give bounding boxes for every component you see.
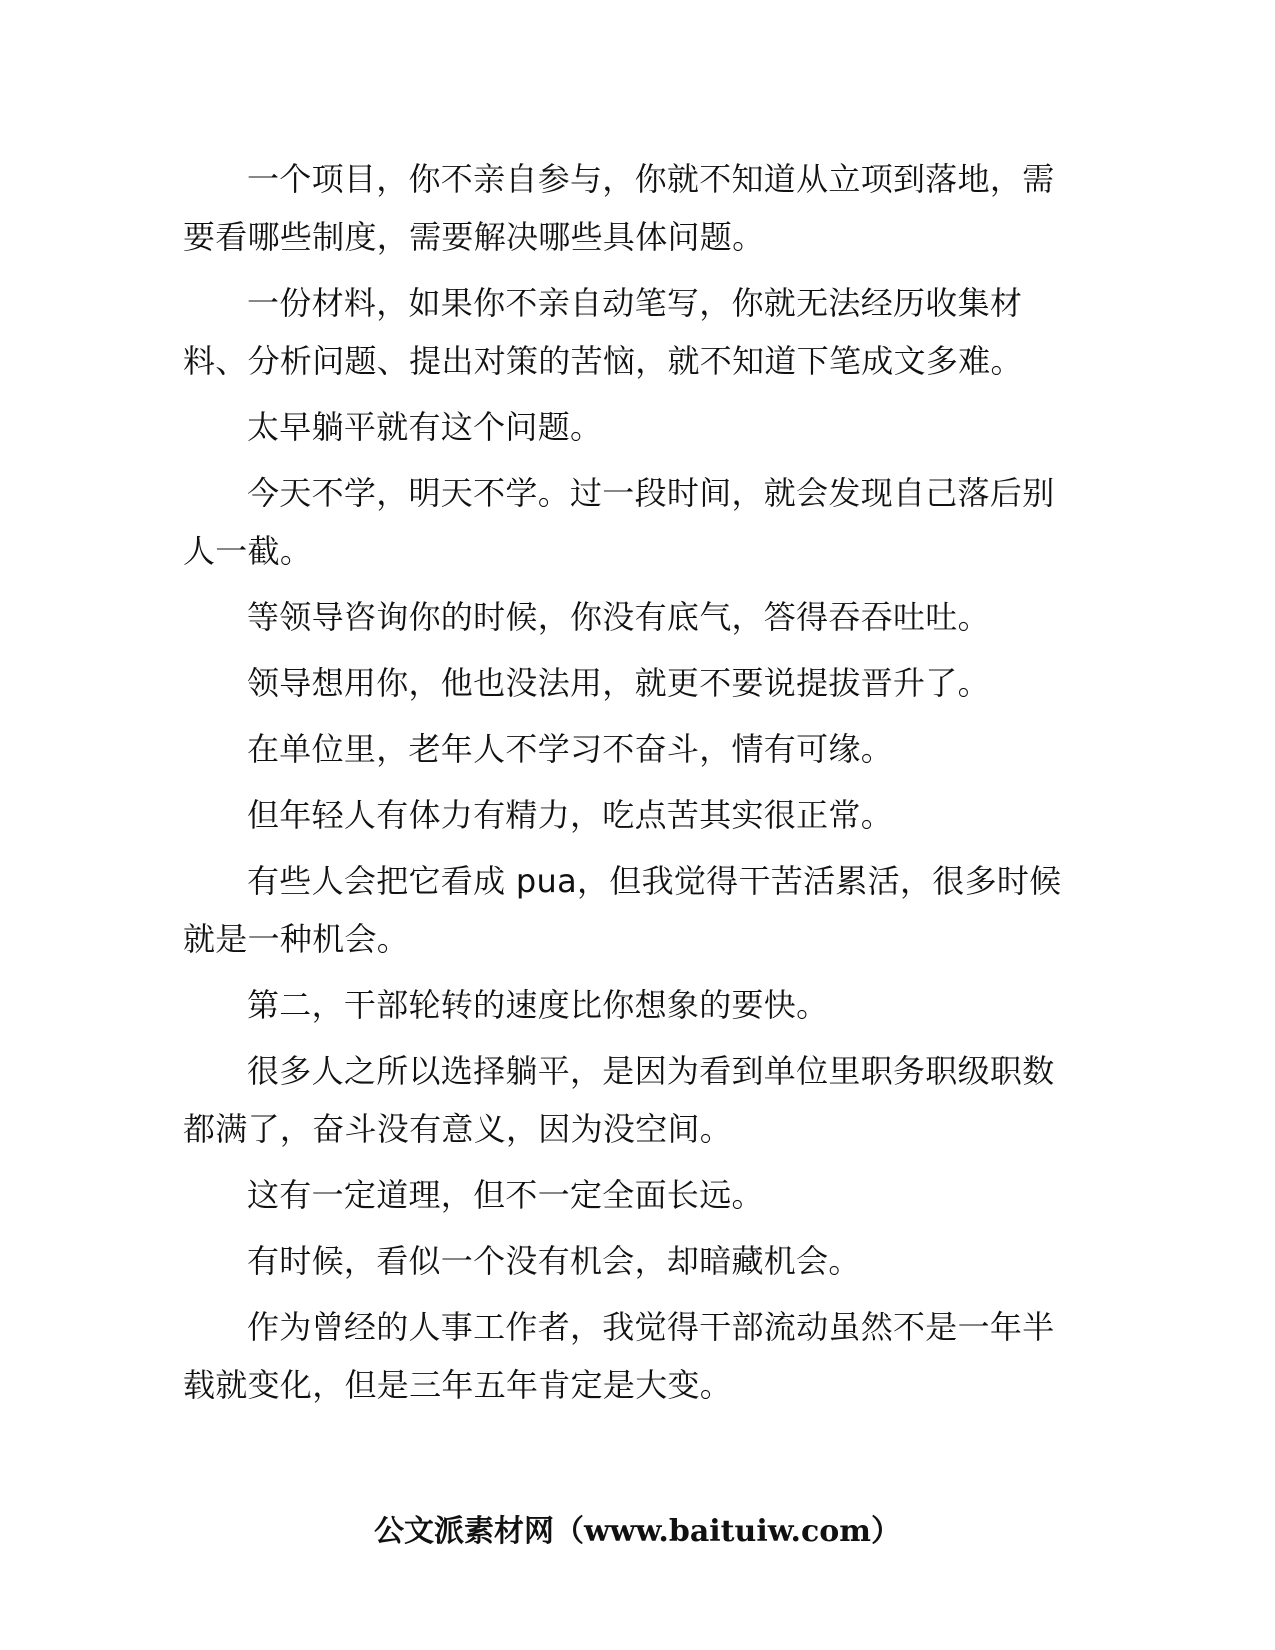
document-body bbox=[183, 150, 1083, 1422]
paragraph: 第二，干部轮转的速度比你想象的要快。 bbox=[247, 986, 829, 1024]
paragraph: 领导想用你，他也没法用，就更不要说提拔晋升了。 bbox=[247, 664, 990, 702]
paragraph: 一个项目，你不亲自参与，你就不知道从立项到落地，需要看哪些制度，需要解决哪些具体问题。 bbox=[183, 160, 1055, 256]
paragraph: 太早躺平就有这个问题。 bbox=[247, 408, 603, 446]
paragraph: 有时候，看似一个没有机会，却暗藏机会。 bbox=[247, 1242, 861, 1280]
paragraph: 但年轻人有体力有精力，吃点苦其实很正常。 bbox=[247, 796, 894, 834]
paragraph: 在单位里，老年人不学习不奋斗，情有可缘。 bbox=[247, 730, 894, 768]
paragraph: 有些人会把它看成 pua，但我觉得干苦活累活，很多时候就是一种机会。 bbox=[183, 862, 1062, 958]
paragraph: 等领导咨询你的时候，你没有底气，答得吞吞吐吐。 bbox=[247, 598, 990, 636]
footer-source: 公文派素材网（www.baituiw.com） bbox=[373, 1514, 902, 1549]
paragraph: 很多人之所以选择躺平，是因为看到单位里职务职级职数都满了，奋斗没有意义，因为没空间。 bbox=[183, 1052, 1055, 1148]
paragraph: 今天不学，明天不学。过一段时间，就会发现自己落后别人一截。 bbox=[183, 474, 1055, 570]
paragraph: 一份材料，如果你不亲自动笔写，你就无法经历收集材料、分析问题、提出对策的苦恼，就不知道下笔成文多难。 bbox=[183, 284, 1023, 380]
paragraph: 这有一定道理，但不一定全面长远。 bbox=[247, 1176, 764, 1214]
paragraph: 作为曾经的人事工作者，我觉得干部流动虽然不是一年半载就变化，但是三年五年肯定是大变。 bbox=[183, 1308, 1055, 1404]
